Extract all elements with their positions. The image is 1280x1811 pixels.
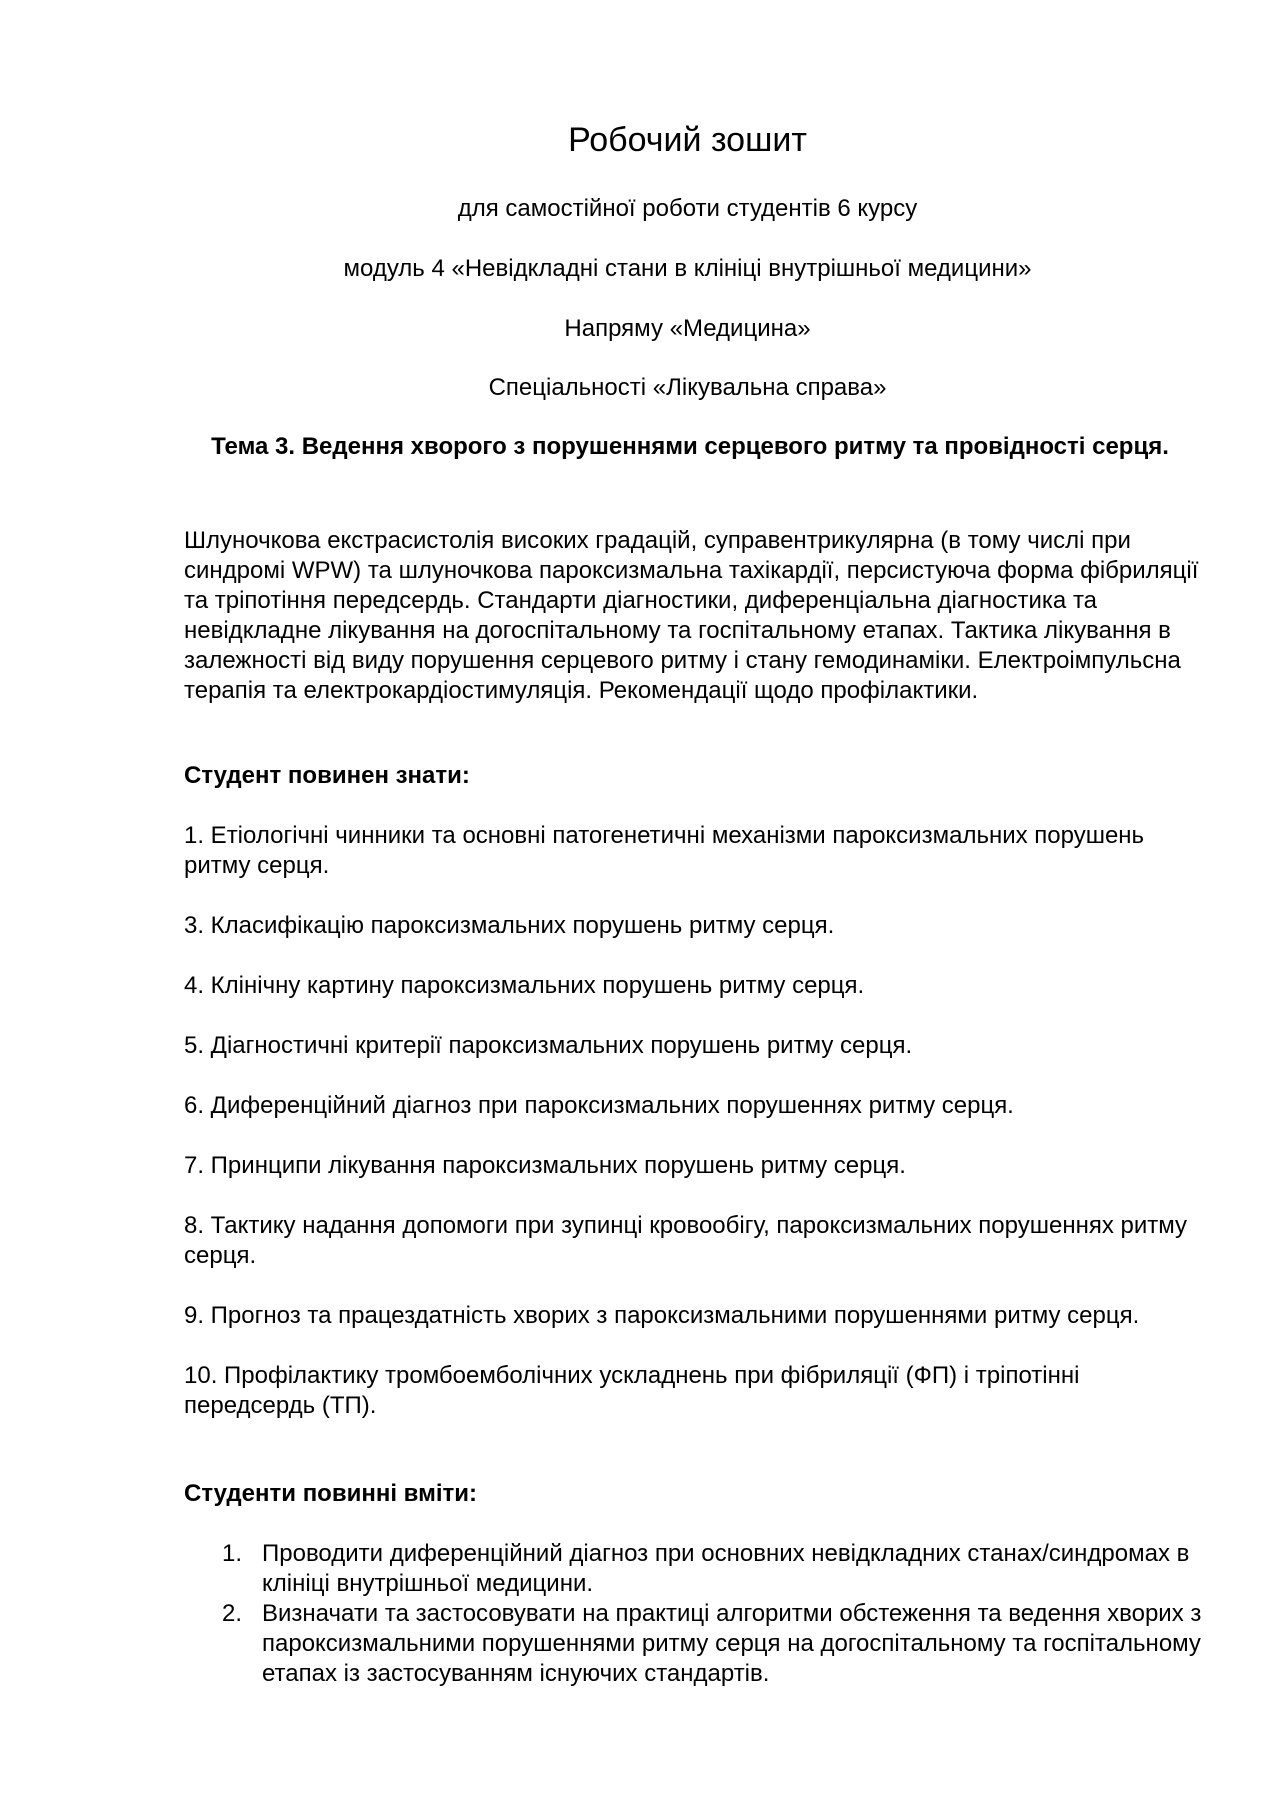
know-item: 6. Диференційний діагноз при пароксизмальних порушеннях ритму серця. [184,1092,1014,1119]
subtitle-module: модуль 4 «Невідкладні стани в клініці внутрішньої медицини» [343,255,1032,282]
know-item: 4. Клінічну картину пароксизмальних порушень ритму серця. [184,972,865,999]
subtitle-direction: Напряму «Медицина» [564,315,811,342]
can-item-number: 2. [222,1600,243,1627]
know-item: 1. Етіологічні чинники та основні патогенетичні механізми пароксизмальних порушень ритму серця. [184,822,1145,879]
subtitle-specialty: Спеціальності «Лікувальна справа» [488,374,887,401]
intro-paragraph: Шлуночкова екстрасистолія високих градацій, суправентрикулярна (в тому числі при синдромі WPW) та шлуночкова пароксизмальна тахікардії, персистуюча форма фібриляції та тріпотіння передсердь. Стандарти діагностики, диференціальна діагностика та невідкладне лікування на догоспітальному та госпітальному етапах. Тактика лікування в залежності від виду порушення серцевого ритму і стану гемодинаміки. Електроімпульсна терапія та електрокардіостимуляція. Рекомендації щодо профілактики. [184,527,1199,704]
know-item: 9. Прогноз та працездатність хворих з пароксизмальними порушеннями ритму серця. [184,1302,1140,1329]
can-list [184,1539,1214,1689]
can-item-text: Проводити диференційний діагноз при основних невідкладних станах/синдромах в клініці внутрішньої медицини. [262,1540,1190,1597]
can-item [184,1539,1214,1599]
know-item: 5. Діагностичні критерії пароксизмальних порушень ритму серця. [184,1032,913,1059]
can-item [184,1599,1214,1689]
know-item: 7. Принципи лікування пароксизмальних порушень ритму серця. [184,1152,906,1179]
can-item-text: Визначати та застосовувати на практиці алгоритми обстеження та ведення хворих з пароксизмальними порушеннями ритму серця на догоспітальному та госпітальному етапах із застосуванням існуючих стандартів. [262,1600,1202,1687]
can-item-number: 1. [222,1540,243,1567]
know-item: 8. Тактику надання допомоги при зупинці кровообігу, пароксизмальних порушеннях ритму серця. [184,1212,1188,1269]
know-item: 3. Класифікацію пароксизмальних порушень ритму серця. [184,912,835,939]
topic-heading: Тема 3. Ведення хворого з порушеннями серцевого ритму та провідності серця. [211,433,1169,460]
can-heading: Студенти повинні вміти: [184,1480,478,1507]
know-heading: Студент повинен знати: [184,762,470,789]
subtitle-course: для самостійної роботи студентів 6 курсу [457,195,918,222]
know-item: 10. Профілактику тромбоемболічних ускладнень при фібриляції (ФП) і тріпотінні передсердь (ТП). [184,1362,1080,1419]
know-list [184,821,1214,1451]
document-title: Робочий зошит [568,121,807,159]
